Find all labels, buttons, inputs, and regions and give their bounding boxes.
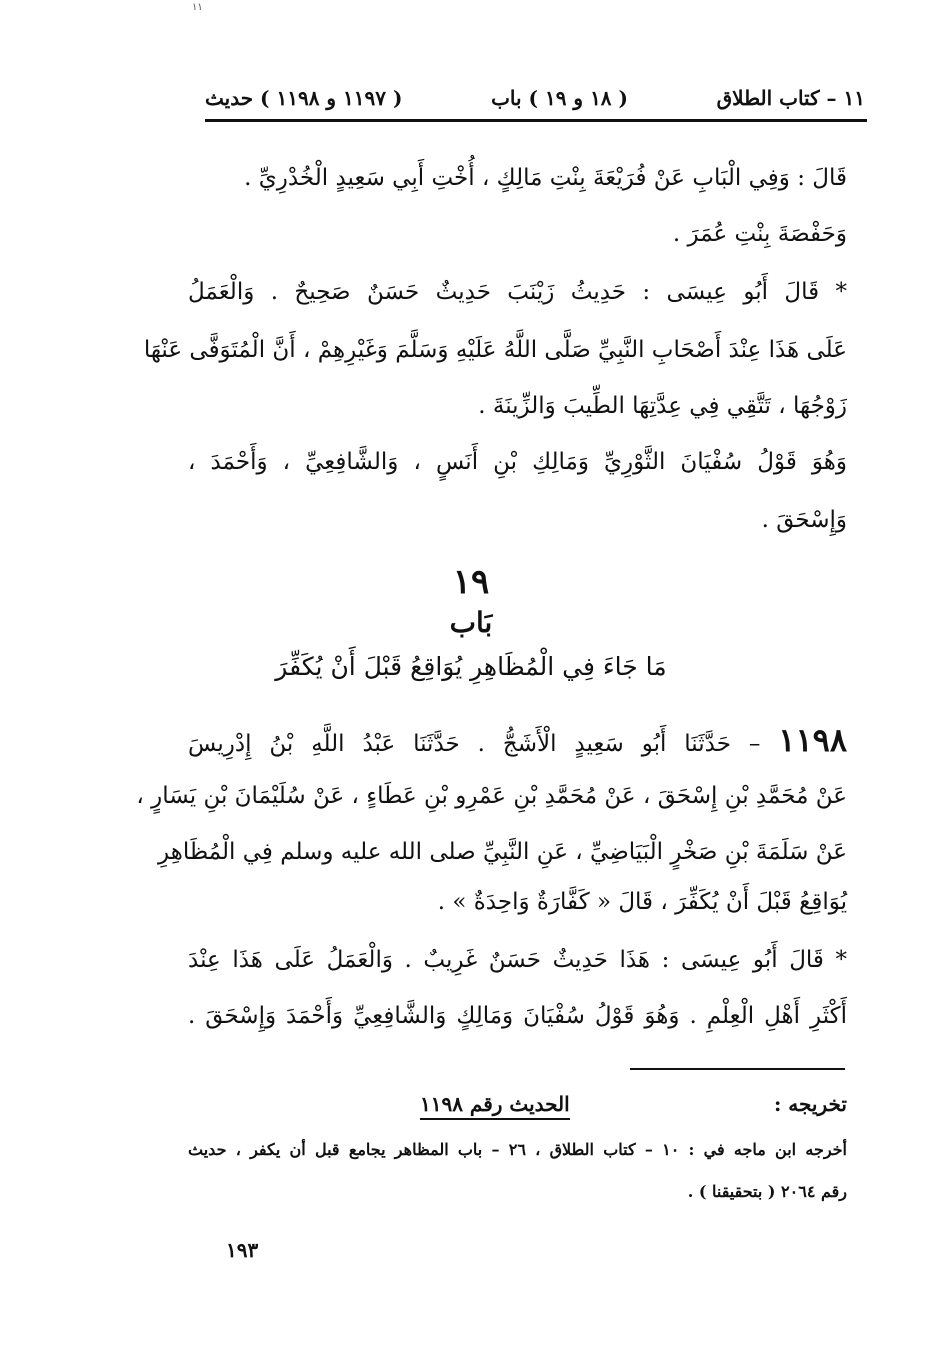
text-line: * قَالَ أَبُو عِيسَى : حَدِيثُ زَيْنَبَ حَدِيثٌ حَسَنٌ صَحِيحٌ . وَالْعَمَلُ (188, 279, 847, 305)
text-line: زَوْجُهَا ، تَتَّقِي فِي عِدَّتِهَا الطِّيبَ وَالزِّينَةَ . (478, 393, 847, 419)
footnote-line: رقم ٢٠٦٤ ( بتحقيقنا ) . (687, 1182, 847, 1201)
page-number: ١٩٣ (226, 1238, 259, 1262)
footnote-heading: تخريجه : (773, 1092, 847, 1116)
running-header (205, 80, 865, 116)
text-line: وَإِسْحَقَ . (761, 507, 847, 533)
hadith-opening: – حَدَّثَنَا أَبُو سَعِيدٍ الْأَشَجُّ . حَدَّثَنَا عَبْدُ اللَّهِ بْنُ إِدْرِيسَ (188, 731, 761, 757)
text-line: أَكْثَرِ أَهْلِ الْعِلْمِ . وَهُوَ قَوْلُ سُفْيَانَ وَمَالِكٍ وَالشَّافِعِيِّ وَأَحْمَدَ وَإِسْحَقَ . (188, 1003, 847, 1029)
text-line: يُوَاقِعُ قَبْلَ أَنْ يُكَفِّرَ ، قَالَ « كَفَّارَةٌ وَاحِدَةٌ » . (437, 889, 847, 915)
text-line: قَالَ : وَفِي الْبَابِ عَنْ فُرَيْعَةَ بِنْتِ مَالِكٍ ، أُخْتِ أَبِي سَعِيدٍ الْخُدْرِيِّ . (244, 165, 847, 191)
hadith-number: ١١٩٨ (778, 721, 848, 759)
footnote-rule (630, 1068, 845, 1070)
footnote-line: أخرجه ابن ماجه في : ١٠ – كتاب الطلاق ، ٢٦ – باب المظاهر يجامع قبل أن يكفر ، حديث (188, 1140, 847, 1159)
header-rule (205, 119, 867, 122)
header-bab: ( ١٨ و ١٩ ) باب (491, 86, 628, 110)
text-line: عَنْ مُحَمَّدِ بْنِ إِسْحَقَ ، عَنْ مُحَمَّدِ بْنِ عَمْرِو بْنِ عَطَاءٍ ، عَنْ سُلَيْمَانَ بْنِ يَسَارٍ ، (136, 783, 847, 809)
hadith-first-line (188, 720, 847, 764)
header-chapter: ١١ – كتاب الطلاق (716, 86, 865, 110)
chapter-title: مَا جَاءَ فِي الْمُظَاهِرِ يُوَاقِعُ قَبْلَ أَنْ يُكَفِّرَ (275, 652, 667, 681)
text-line: وَحَفْصَةَ بِنْتِ عُمَرَ . (672, 221, 847, 247)
chapter-bab: بَاب (449, 606, 493, 639)
footnote-ref: الحديث رقم ١١٩٨ (420, 1092, 570, 1120)
chapter-number: ١٩ (452, 562, 490, 602)
text-line: وَهُوَ قَوْلُ سُفْيَانَ الثَّوْرِيِّ وَمَالِكِ بْنِ أَنَسٍ ، وَالشَّافِعِيِّ ، وَأَحْمَدَ ، (188, 449, 847, 475)
header-hadith: ( ١١٩٧ و ١١٩٨ ) حديث (205, 86, 403, 110)
text-line: عَلَى هَذَا عِنْدَ أَصْحَابِ النَّبِيِّ صَلَّى اللَّهُ عَلَيْهِ وَسَلَّمَ وَغَيْرِهِمْ ، أَنَّ الْمُتَوَفَّى عَنْهَا (143, 337, 847, 363)
text-line: * قَالَ أَبُو عِيسَى : هَذَا حَدِيثٌ حَسَنٌ غَرِيبٌ . وَالْعَمَلُ عَلَى هَذَا عِنْدَ (188, 947, 847, 973)
top-mark: ١١ (192, 2, 203, 13)
text-line: عَنْ سَلَمَةَ بْنِ صَخْرٍ الْبَيَاضِيِّ ، عَنِ النَّبِيِّ صلى الله عليه وسلم فِي الْمُظَاهِرِ (158, 839, 847, 865)
